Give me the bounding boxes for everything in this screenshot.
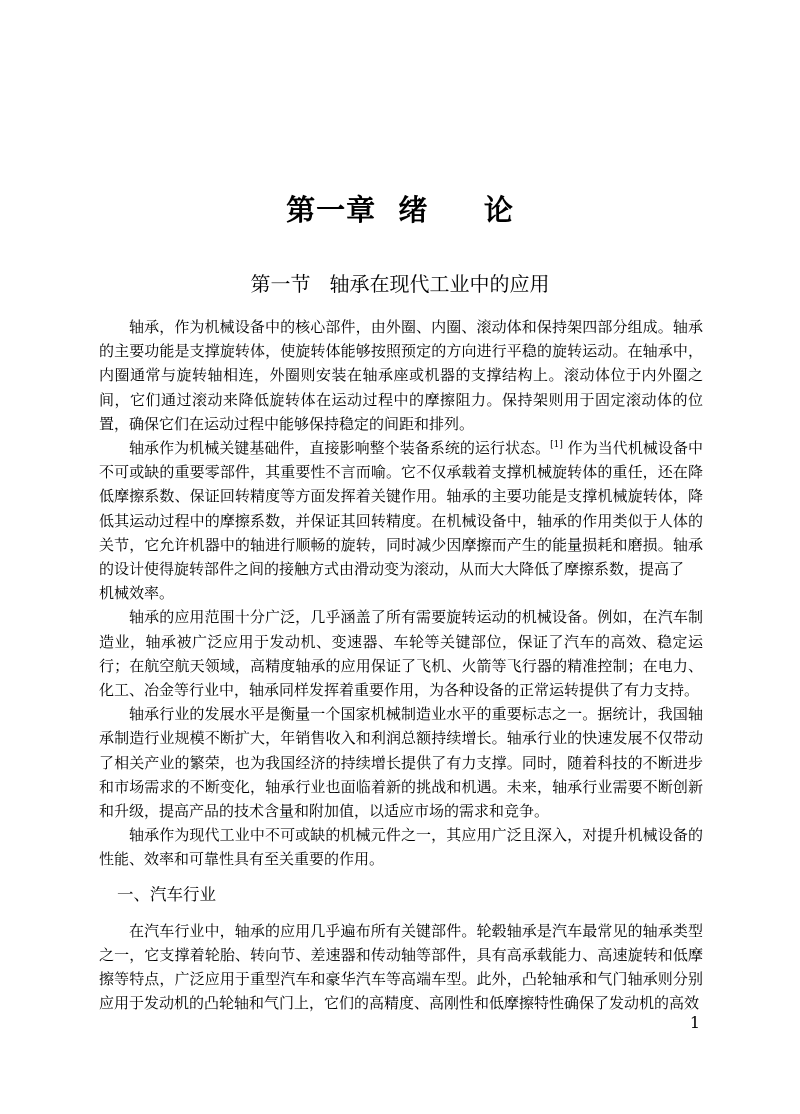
paragraph: 在汽车行业中，轴承的应用几乎遍布所有关键部件。轮毂轴承是汽车最常见的轴承类型之一，它支撑着轮胎、转向节、差速器和传动轴等部件，具有高承载能力、高速旋转和低摩擦等特点，广泛应用于重型汽车和豪华汽车等高端车型。此外，凸轮轴承和气门轴承则分别应用于发动机的凸轮轴和气门上，它们的高精度、高刚性和低摩擦特性确保了发动机的高效 xyxy=(99,921,703,1013)
paragraph: 轴承行业的发展水平是衡量一个国家机械制造业水平的重要标志之一。据统计，我国轴承制造行业规模不断扩大，年销售收入和利润总额持续增长。轴承行业的快速发展不仅带动了相关产业的繁荣，也为我国经济的持续增长提供了有力支撑。同时，随着科技的不断进步和市场需求的不断变化，轴承行业也面临着新的挑战和机遇。未来，轴承行业需要不断创新和升级，提高产品的技术含量和附加值，以适应市场的需求和竞争。 xyxy=(99,705,703,821)
paragraph: 轴承，作为机械设备中的核心部件，由外圈、内圈、滚动体和保持架四部分组成。轴承的主要功能是支撑旋转体，使旋转体能够按照预定的方向进行平稳的旋转运动。在轴承中，内圈通常与旋转轴相连，外圈则安装在轴承座或机器的支撑结构上。滚动体位于内外圈之间，它们通过滚动来降低旋转体在运动过程中的摩擦阻力。保持架则用于固定滚动体的位置，确保它们在运动过程中能够保持稳定的间距和排列。 xyxy=(99,318,703,433)
paragraph-text: 作为当代机械设备中不可或缺的重要零部件，其重要性不言而喻。它不仅承载着支撑机械旋转体的重任，还在降低摩擦系数、保证回转精度等方面发挥着关键作用。轴承的主要功能是支撑机械旋转体，降低其运动过程中的摩擦系数，并保证其回转精度。在机械设备中，轴承的作用类似于人体的关节，它允许机器中的轴进行顺畅的旋转，同时减少因摩擦而产生的能量损耗和磨损。轴承的设计使得旋转部件之间的接触方式由滑动变为滚动，从而大大降低了摩擦系数，提高了 xyxy=(99,439,703,579)
section-title: 第一节 轴承在现代工业中的应用 xyxy=(250,272,550,296)
paragraph: 轴承的应用范围十分广泛，几乎涵盖了所有需要旋转运动的机械设备。例如，在汽车制造业，轴承被广泛应用于发动机、变速器、车轮等关键部位，保证了汽车的高效、稳定运行；在航空航天领域，高精度轴承的应用保证了飞机、火箭等飞行器的精准控制；在电力、化工、冶金等行业中，轴承同样发挥着重要作用，为各种设备的正常运转提供了有力支持。 xyxy=(99,608,703,700)
paragraph: 轴承作为现代工业中不可或缺的机械元件之一，其应用广泛且深入，对提升机械设备的性能、效率和可靠性具有至关重要的作用。 xyxy=(99,826,703,869)
chapter-title: 第一章 绪 论 xyxy=(286,193,514,227)
paragraph-text: 轴承作为机械关键基础件，直接影响整个装备系统的运行状态。 xyxy=(129,439,551,458)
body-text xyxy=(99,315,703,1015)
page-number: 1 xyxy=(689,1013,700,1032)
citation-ref: [1] xyxy=(550,440,563,451)
subsection-title: 一、汽车行业 xyxy=(117,884,216,904)
paragraph-with-citation xyxy=(99,436,703,581)
paragraph-continuation: 机械效率。 xyxy=(99,584,175,603)
